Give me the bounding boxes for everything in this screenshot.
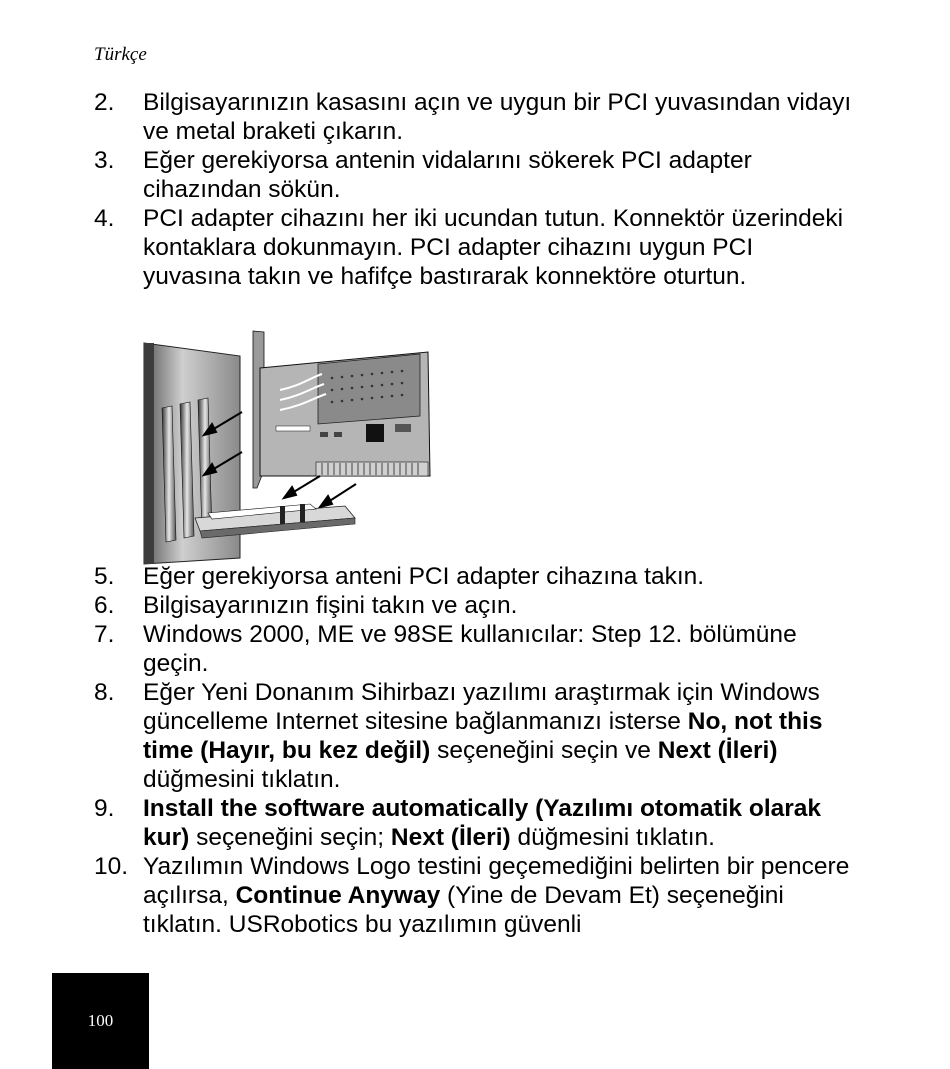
step-number: 5. — [94, 563, 115, 590]
text-run: Bilgisayarınızın kasasını açın ve uygun bir PCI yuvasından vidayı ve metal braketi çıkarın. — [143, 89, 852, 145]
step-text — [143, 88, 854, 146]
bold-ui-term: No, not this time (Hayır, bu kez değil) — [143, 708, 823, 764]
instruction-list-bottom — [94, 562, 854, 939]
pci-card-installation-illustration — [140, 328, 435, 568]
text-run: Windows 2000, ME ve 98SE kullanıcılar: Step 12. bölümüne geçin. — [143, 621, 797, 677]
list-item — [94, 562, 854, 591]
bold-ui-term: Install the software automatically (Yazılımı otomatik olarak kur) — [143, 795, 822, 851]
text-run: düğmesini tıklatın. — [510, 824, 715, 851]
step-text — [143, 794, 854, 852]
step-text — [143, 204, 854, 291]
text-run: seçeneğini seçin ve — [430, 737, 658, 764]
text-run: (Yine de Devam Et) seçeneğini tıklatın. USRobotics bu yazılımın güvenli — [143, 882, 784, 938]
step-text — [143, 678, 854, 794]
bold-ui-term: Next (İleri) — [657, 737, 778, 764]
step-number: 8. — [94, 679, 115, 706]
step-text — [143, 562, 854, 591]
step-number: 9. — [94, 795, 115, 822]
text-run: Eğer gerekiyorsa anteni PCI adapter cihazına takın. — [143, 563, 705, 590]
text-run: Eğer gerekiyorsa antenin vidalarını sökerek PCI adapter cihazından sökün. — [143, 147, 752, 203]
step-text — [143, 852, 854, 939]
step-number: 3. — [94, 147, 115, 174]
text-run: Bilgisayarınızın fişini takın ve açın. — [143, 592, 518, 619]
list-item — [94, 620, 854, 678]
text-run: düğmesini tıklatın. — [143, 766, 341, 793]
step-text — [143, 620, 854, 678]
page-number-box — [52, 973, 149, 1069]
text-run: Yazılımın Windows Logo testini geçemediğini belirten bir pencere açılırsa, — [143, 853, 850, 909]
text-run: Eğer Yeni Donanım Sihirbazı yazılımı araştırmak için Windows güncelleme Internet sitesine bağlanmanızı isterse — [143, 679, 820, 735]
bold-ui-term: Continue Anyway — [235, 882, 441, 909]
list-item — [94, 591, 854, 620]
list-item — [94, 88, 854, 146]
step-text — [143, 591, 854, 620]
text-run: PCI adapter cihazını her iki ucundan tutun. Konnektör üzerindeki kontaklara dokunmayın. PCI adapter cihazını uygun PCI yuvasına takın ve hafifçe bastırarak konnektöre oturtun. — [143, 205, 844, 290]
instruction-list-top — [94, 88, 854, 291]
list-item — [94, 794, 854, 852]
page-number: 100 — [87, 1011, 114, 1030]
bold-ui-term: Next (İleri) — [390, 824, 511, 851]
list-item — [94, 146, 854, 204]
step-text — [143, 146, 854, 204]
page-header-language: Türkçe — [94, 44, 147, 65]
list-item — [94, 678, 854, 794]
step-number: 10. — [94, 853, 129, 880]
text-run: seçeneğini seçin; — [189, 824, 391, 851]
step-number: 7. — [94, 621, 115, 648]
step-number: 2. — [94, 89, 115, 116]
step-number: 6. — [94, 592, 115, 619]
list-item — [94, 852, 854, 939]
list-item — [94, 204, 854, 291]
step-number: 4. — [94, 205, 115, 232]
